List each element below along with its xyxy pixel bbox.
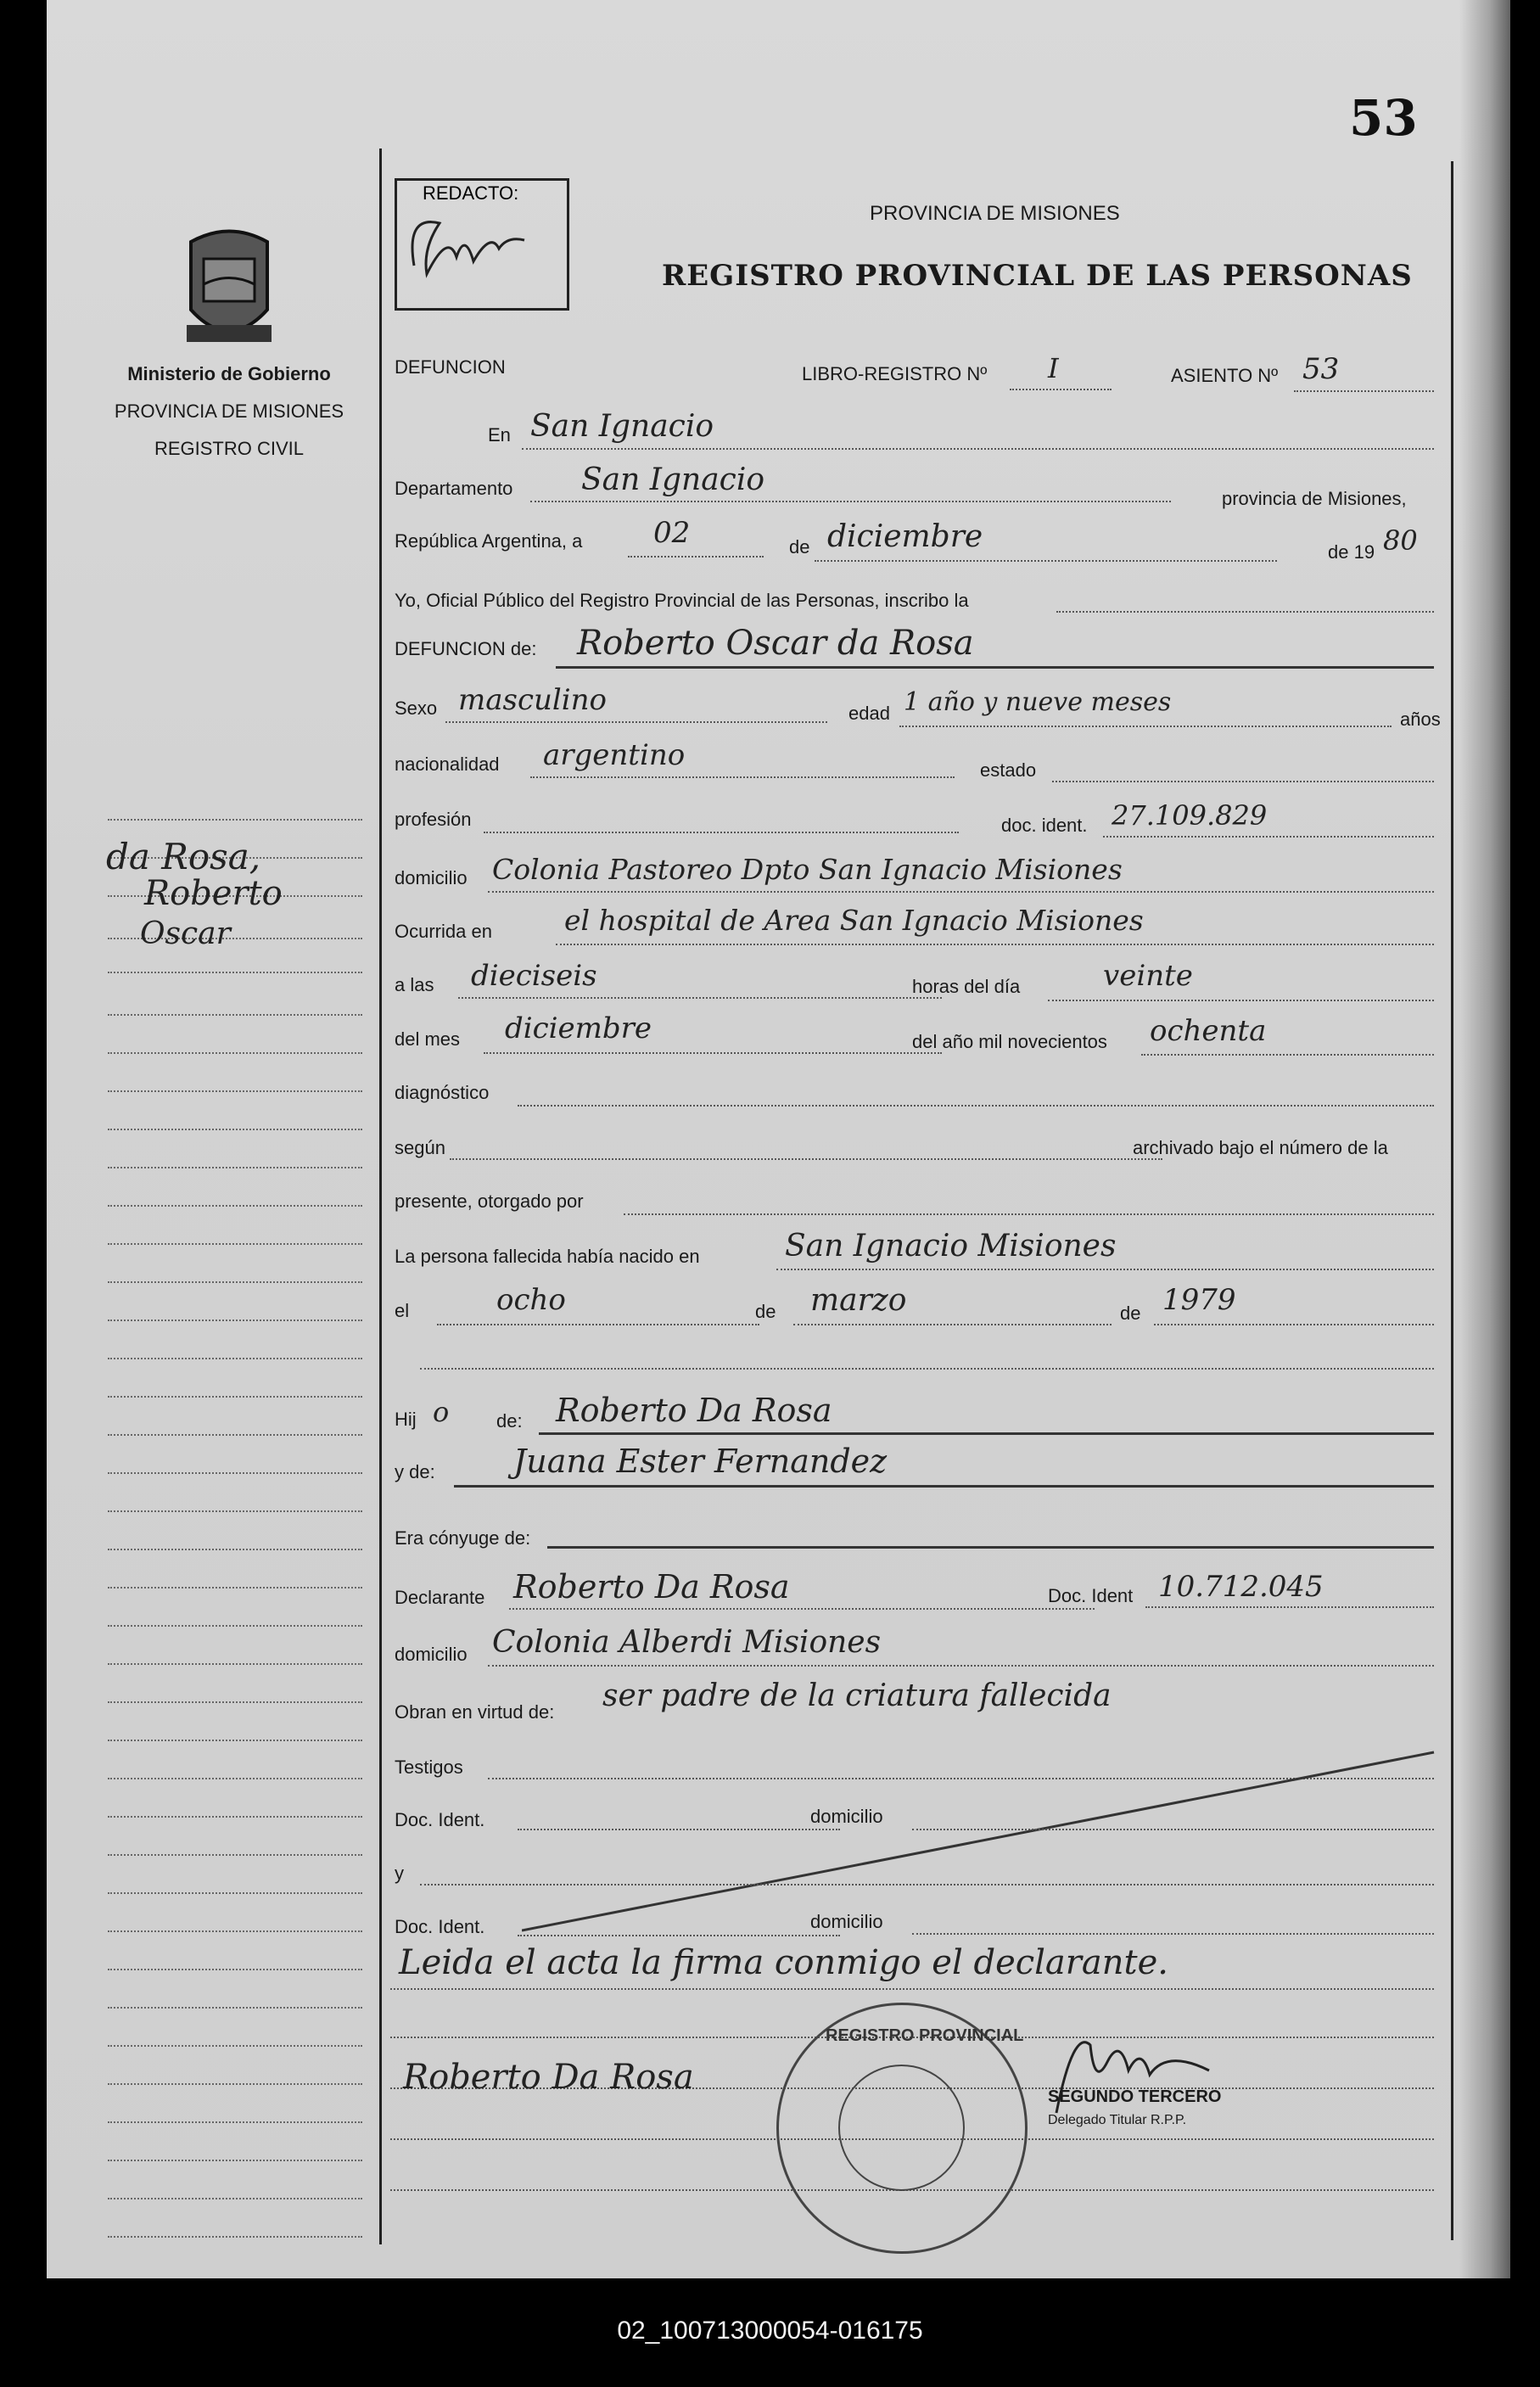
asiento-value: 53: [1302, 352, 1340, 386]
republica-label: República Argentina, a: [395, 530, 583, 552]
birth-year-label: de: [1120, 1303, 1141, 1324]
margin-rule: [108, 1014, 362, 1016]
yo-oficial-label: Yo, Oficial Público del Registro Provincial de las Personas, inscribo la: [395, 590, 969, 611]
redacto-box: [395, 178, 569, 311]
ano-value: ochenta: [1150, 1014, 1267, 1048]
birth-day-line: [437, 1324, 759, 1325]
nacionalidad-label: nacionalidad: [395, 754, 500, 775]
month-value: diciembre: [827, 519, 983, 554]
declarante-value: Roberto Da Rosa: [513, 1568, 790, 1605]
decl-dom-value: Colonia Alberdi Misiones: [492, 1625, 882, 1660]
diagnostico-line: [518, 1105, 1434, 1107]
en-value: San Ignacio: [530, 409, 714, 444]
ministry-label: Ministerio de Gobierno: [127, 363, 331, 384]
defuncion-de-label: DEFUNCION de:: [395, 638, 537, 659]
del-ano-label: del año mil novecientos: [912, 1031, 1107, 1052]
margin-rule: [108, 1358, 362, 1359]
official-seal: [776, 2003, 1028, 2254]
margin-rule: [108, 1205, 362, 1207]
dia-line: [1048, 1000, 1434, 1001]
el-label: el: [395, 1300, 410, 1321]
doc-ident2-label: Doc. Ident.: [395, 1916, 485, 1937]
margin-rule: [108, 1587, 362, 1589]
blank-line: [420, 1368, 1434, 1370]
defuncion-heading: DEFUNCION: [395, 356, 506, 378]
year-value: 80: [1383, 524, 1418, 557]
mother-line: [454, 1485, 1434, 1488]
doc-ident-label: doc. ident.: [1001, 815, 1088, 836]
libro-label: LIBRO-REGISTRO Nº: [802, 363, 988, 384]
mother-name: Juana Ester Fernandez: [513, 1443, 888, 1480]
doc-ident1-line: [518, 1829, 840, 1830]
hijo-label: Hij: [395, 1409, 417, 1430]
y-label: y: [395, 1863, 404, 1884]
edad-label: edad: [848, 703, 890, 724]
domicilio-value: Colonia Pastoreo Dpto San Ignacio Misiones: [492, 853, 1123, 886]
day-line: [628, 556, 764, 558]
dom2-line: [912, 1933, 1434, 1935]
dom1-line: [912, 1829, 1434, 1830]
hijo-value: o: [433, 1396, 450, 1428]
margin-rule: [108, 1816, 362, 1818]
redacto-label: REDACTO:: [423, 182, 519, 204]
ocurrida-label: Ocurrida en: [395, 921, 492, 942]
mes-value: diciembre: [505, 1011, 652, 1045]
doc-ident-value: 27.109.829: [1112, 799, 1268, 832]
margin-rule: [108, 2198, 362, 2199]
official-title: Delegado Titular R.P.P.: [1048, 2113, 1187, 2127]
margin-given-name: Roberto: [144, 874, 283, 913]
margin-rule: [108, 1052, 362, 1054]
seal-inner-ring: [838, 2065, 965, 2191]
estado-label: estado: [980, 759, 1037, 781]
nacido-value: San Ignacio Misiones: [785, 1229, 1117, 1264]
a-las-label: a las: [395, 974, 434, 995]
segun-label: según: [395, 1137, 445, 1158]
page-number: 53: [1349, 89, 1418, 147]
seal-text: REGISTRO PROVINCIAL: [826, 2026, 1024, 2045]
dom2-label: domicilio: [810, 1911, 883, 1932]
margin-rule: [108, 1396, 362, 1398]
top-province-label: PROVINCIA DE MISIONES: [870, 202, 1120, 225]
hijo-de-label: de:: [496, 1410, 523, 1432]
margin-rule: [108, 972, 362, 973]
right-form-border: [1451, 161, 1453, 2240]
birth-year: 1979: [1162, 1283, 1236, 1317]
month-de-label: de: [789, 536, 810, 558]
nacido-line: [776, 1269, 1434, 1270]
father-name: Roberto Da Rosa: [556, 1392, 832, 1429]
margin-rule: [108, 1243, 362, 1245]
provincia-label: provincia de Misiones,: [1222, 488, 1407, 509]
margin-rule: [108, 1740, 362, 1741]
nacionalidad-line: [530, 776, 955, 778]
dom1-label: domicilio: [810, 1806, 883, 1827]
margin-rule: [108, 2121, 362, 2123]
registry-label: REGISTRO CIVIL: [154, 438, 305, 459]
yo-line: [1056, 611, 1434, 613]
margin-rule: [108, 1663, 362, 1665]
margin-rule: [108, 1969, 362, 1970]
margin-rule: [108, 1930, 362, 1932]
margin-rule: [108, 1510, 362, 1512]
birth-de-label: de: [755, 1301, 776, 1322]
decl-doc-label: Doc. Ident: [1048, 1585, 1134, 1606]
en-label: En: [488, 424, 511, 445]
margin-rule: [108, 1434, 362, 1436]
archivado-label: archivado bajo el número de la: [1133, 1137, 1388, 1158]
edad-value: 1 año y nueve meses: [904, 687, 1172, 717]
edad-line: [899, 726, 1392, 727]
testigos-label: Testigos: [395, 1757, 463, 1778]
hora-line: [458, 997, 942, 999]
decl-doc-line: [1145, 1606, 1434, 1608]
del-mes-label: del mes: [395, 1028, 461, 1050]
declarant-signature: Roberto Da Rosa: [403, 2058, 694, 2097]
ocurrida-value: el hospital de Area San Ignacio Misiones: [564, 904, 1144, 937]
declarante-line: [509, 1608, 1095, 1610]
doc-ident2-line: [518, 1935, 840, 1936]
obran-label: Obran en virtud de:: [395, 1701, 555, 1723]
diagnostico-label: diagnóstico: [395, 1082, 490, 1103]
margin-rule: [108, 1778, 362, 1779]
profesion-label: profesión: [395, 809, 472, 830]
left-form-border: [379, 148, 382, 2244]
birth-month-line: [793, 1324, 1112, 1325]
decl-doc-value: 10.712.045: [1158, 1570, 1324, 1604]
document-page: [47, 0, 1510, 2278]
birth-year-line: [1154, 1324, 1434, 1325]
sexo-value: masculino: [458, 683, 608, 717]
en-line: [522, 448, 1434, 450]
estado-line: [1052, 781, 1434, 782]
redacto-initials: [389, 198, 558, 300]
nacionalidad-value: argentino: [543, 738, 686, 772]
y-de-label: y de:: [395, 1461, 435, 1482]
birth-month: marzo: [810, 1283, 907, 1318]
testigos-strike-line: [522, 1748, 1438, 1935]
margin-rule: [108, 1167, 362, 1168]
margin-rule: [108, 1090, 362, 1092]
margin-middle-name: Oscar: [140, 916, 231, 951]
nacido-label: La persona fallecida había nacido en: [395, 1246, 700, 1267]
libro-line: [1010, 389, 1112, 390]
coat-of-arms-icon: [174, 225, 284, 356]
registry-title: REGISTRO PROVINCIAL DE LAS PERSONAS: [662, 259, 1413, 293]
margin-rule: [108, 2045, 362, 2047]
doc-ident1-label: Doc. Ident.: [395, 1809, 485, 1830]
decl-dom-label: domicilio: [395, 1644, 468, 1665]
asiento-line: [1294, 390, 1434, 392]
margin-rule: [108, 1892, 362, 1894]
departamento-label: Departamento: [395, 478, 513, 499]
margin-rule: [108, 2083, 362, 2085]
father-line: [539, 1432, 1434, 1435]
ocurrida-line: [556, 944, 1434, 945]
mes-line: [484, 1052, 942, 1054]
margin-rule: [108, 1854, 362, 1856]
departamento-value: San Ignacio: [581, 462, 765, 497]
domicilio-label: domicilio: [395, 867, 468, 888]
profesion-line: [484, 832, 959, 833]
year-label: de 19: [1328, 541, 1375, 563]
margin-rule: [108, 1129, 362, 1130]
dia-value: veinte: [1103, 959, 1193, 993]
birth-day: ocho: [496, 1283, 566, 1317]
libro-value: I: [1048, 352, 1059, 384]
margin-rule: [108, 819, 362, 821]
margin-rule: [108, 2160, 362, 2161]
segun-line: [450, 1158, 1162, 1160]
conyuge-label: Era cónyuge de:: [395, 1527, 531, 1549]
sexo-label: Sexo: [395, 698, 438, 719]
margin-rule: [108, 2007, 362, 2009]
footer-id: 02_100713000054-016175: [617, 2317, 923, 2345]
margin-rule: [108, 1281, 362, 1283]
conyuge-line: [547, 1546, 1434, 1549]
margin-surname: da Rosa,: [106, 836, 261, 877]
deceased-name: Roberto Oscar da Rosa: [577, 624, 974, 663]
departamento-line: [530, 501, 1171, 502]
margin-rule: [108, 1472, 362, 1474]
horas-dia-label: horas del día: [912, 976, 1021, 997]
domicilio-line: [488, 891, 1434, 893]
margin-rule: [108, 1549, 362, 1550]
presente-label: presente, otorgado por: [395, 1191, 584, 1212]
hora-value: dieciseis: [471, 959, 597, 993]
obran-value: ser padre de la criatura fallecida: [602, 1678, 1112, 1713]
asiento-label: ASIENTO Nº: [1171, 365, 1279, 386]
margin-rule: [108, 1625, 362, 1627]
doc-ident-line: [1103, 836, 1434, 838]
declarante-label: Declarante: [395, 1587, 485, 1608]
deceased-name-line: [556, 666, 1434, 669]
sexo-line: [445, 721, 827, 723]
presente-line: [624, 1213, 1434, 1215]
margin-rule: [108, 1320, 362, 1321]
leida-statement: Leida el acta la firma conmigo el declarante.: [399, 1943, 1168, 1982]
province-label: PROVINCIA DE MISIONES: [114, 401, 344, 422]
margin-rule: [108, 1701, 362, 1703]
anos-label: años: [1400, 709, 1441, 730]
official-name: SEGUNDO TERCERO: [1048, 2087, 1222, 2106]
month-line: [815, 560, 1277, 562]
margin-rule: [108, 2236, 362, 2238]
leida-line: [390, 1988, 1434, 1990]
day-value: 02: [653, 516, 691, 550]
decl-dom-line: [488, 1665, 1434, 1667]
ano-line: [1141, 1054, 1434, 1056]
y-line: [420, 1884, 1434, 1886]
